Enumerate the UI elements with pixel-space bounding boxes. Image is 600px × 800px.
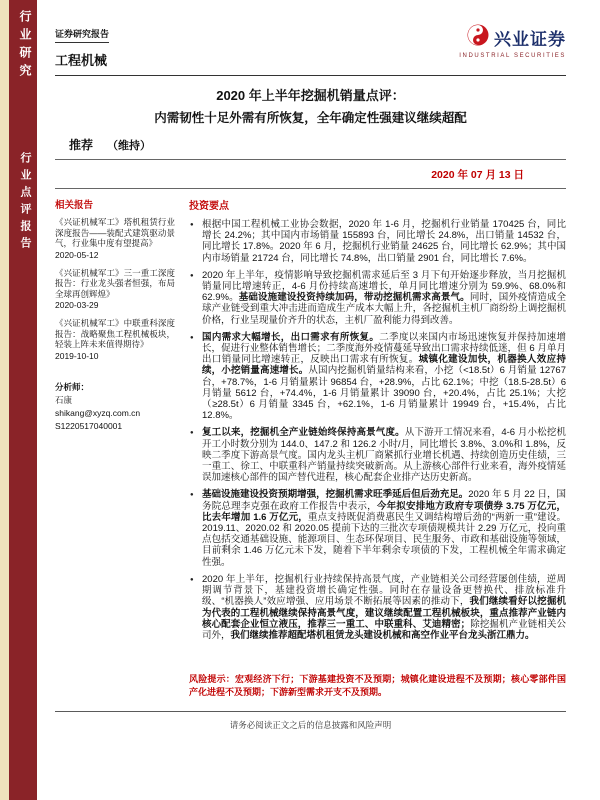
bullet-text-segment: 我们继续推荐超配塔机租赁龙头建设机械和高空作业平台龙头浙江鼎力。 bbox=[230, 629, 535, 641]
bullet-text-segment: 从国内挖掘机销量结构来看，小挖（<18.5t）6 月销量 12767 台，+78.7%，1-6 月销量累计 96854 台，+28.9%，占比 62.1%；中挖（18.5-28.5t）6 月销量 5612 台，+74.4%，1-6 月销量累计 39090 台，+20.4%，占比 25.1%；大挖（≥28.5t）6 月销量 3345 台，+62.1%，1-6 月销量累计 19949 台，+15.4%，占比 12.8%。 bbox=[202, 365, 566, 422]
report-title-line1: 2020 年上半年挖掘机销量点评： bbox=[216, 88, 405, 103]
analyst-label: 分析师： bbox=[55, 381, 90, 392]
report-header bbox=[55, 24, 566, 69]
rating-row bbox=[55, 136, 566, 153]
analyst-email: shikang@xyzq.com.cn bbox=[55, 407, 141, 418]
report-content bbox=[37, 0, 600, 800]
bullet-text-segment: 2020 年上半年，挖掘机行业持续保持高景气度，产业链相关公司经营屡创佳绩，逆周期调节背景下，基建投资增长确定性强。同时在存量设备更替换代、排放标准升级、“机器换人”效应增强、应用场景不断拓展等因素的推动下， bbox=[202, 573, 566, 608]
sidebar-report-type-label: 行业点评报告 bbox=[19, 152, 31, 254]
bullet-text-segment: 我们继续看好以挖掘机为代表的工程机械继续保持高景气度，建议继续配置工程机械板块，重点推荐产业链内核心配套企业恒立液压，推荐三一重工、中联重科、艾迪精密； bbox=[202, 596, 566, 630]
highlight-bullet bbox=[189, 427, 566, 483]
date-row bbox=[55, 165, 566, 183]
header-left bbox=[55, 24, 109, 69]
related-report-date: 2019-10-10 bbox=[55, 350, 99, 361]
related-report-date: 2020-03-29 bbox=[55, 300, 99, 310]
brand-name: 兴业证券 bbox=[494, 30, 566, 49]
body-columns bbox=[55, 197, 566, 647]
related-report bbox=[55, 318, 175, 361]
related-report-date: 2020-05-12 bbox=[55, 249, 99, 260]
highlight-bullet bbox=[189, 574, 566, 641]
sidebar-category-label: 行业研究 bbox=[18, 10, 32, 82]
bullet-text-segment: 城镇化建设加快，机器换人效应持续，小挖销量高速增长。 bbox=[202, 354, 566, 377]
bullet-text-segment: 从下游开工情况来看，4-6 月小松挖机开工小时数分别为 144.0、147.2 和 126.2 小时/月，同比增长 3.8%、3.0%和 1.8%，反映二季度下游高景气度。国内龙头主机厂商紧抓行业增长机遇、持续创造历史佳绩，三一重工、徐工、中联重科产销量持续突破新高。从上游核心部件行业来看，海外疫情延误加速核心部件的国产替代进程，核心配套企业排产达历史新高。 bbox=[202, 427, 566, 484]
report-date: 2020 年 07 月 13 日 bbox=[431, 169, 524, 181]
related-reports-list bbox=[55, 217, 175, 361]
risk-warning: 风险提示：宏观经济下行；下游基建投资不及预期；城镇化建设进程不及预期；核心零部件国产化进程不及预期；下游新型需求开支不及预期。 bbox=[189, 674, 566, 698]
bullet-text-segment: 2020 年上半年，疫情影响导致挖掘机需求延后至 3 月下旬开始逐步释放，当月挖掘机销量同比增速转正，4-6 月份持续高速增长，单月同比增速分别为 59.9%、68.0%和 62.9%。 bbox=[202, 269, 566, 304]
highlight-bullet bbox=[189, 489, 566, 567]
bullet-text-segment: 同时，国外疫情造成全球产业链受到重大冲击进而造成生产成本大幅上升，各挖掘机主机厂商纷纷上调挖掘机价格，行业呈现量价齐升的状态，主机厂盈利能力得到改善。 bbox=[202, 292, 566, 326]
related-report-title: 《兴证机械军工》塔机租赁行业深度报告——装配式建筑驱动景气，行业集中度有望提高》 bbox=[55, 217, 175, 248]
footer-disclaimer: 请务必阅读正文之后的信息披露和风险声明 bbox=[229, 720, 392, 731]
related-report bbox=[55, 268, 175, 311]
related-report-title: 《兴证机械军工》三一重工深度报告：行业龙头强者恒强，布局全球再创辉煌》 bbox=[55, 267, 175, 299]
analyst-block bbox=[55, 381, 175, 433]
bullet-text-segment: 根据中国工程机械工业协会数据，2020 年 1-6 月，挖掘机行业销量 170425 台，同比增长 24.2%；其中国内市场销量 155893 台，同比增长 24.8%，出口销量 14532 台，同比增长 17.8%。2020 年 6 月，挖掘机行业销量 24625 台，同比增长 62.9%；其中国内市场销量 21724 台，同比增长 74.8%，出口销量 2901 台，同比增长 7.6%。 bbox=[202, 219, 566, 264]
brand-block bbox=[459, 24, 566, 59]
bullet-text-segment: 国内需求大幅增长，出口需求有所恢复。 bbox=[202, 331, 380, 343]
bullet-text-segment: 基础设施建设投资预期增强，挖掘机需求旺季延后但后劲充足。 bbox=[202, 489, 469, 501]
highlight-bullet bbox=[189, 270, 566, 326]
related-reports-title: 相关报告 bbox=[55, 200, 94, 211]
bullet-text-segment: 今年拟安排地方政府专项债券 3.75 万亿元，比去年增加 1.6 万亿元， bbox=[202, 500, 566, 523]
highlights-list bbox=[189, 219, 566, 641]
related-report bbox=[55, 217, 175, 260]
analyst-name: 石康 bbox=[55, 394, 73, 405]
title-block bbox=[55, 85, 566, 126]
brand-subtitle: INDUSTRIAL SECURITIES bbox=[459, 53, 566, 59]
analyst-id: S1220517040001 bbox=[55, 420, 123, 431]
bullet-text-segment: 复工以来，挖掘机全产业链始终保持高景气度。 bbox=[202, 427, 405, 439]
report-title-line2: 内需韧性十足外需有所恢复，全年确定性强建议继续超配 bbox=[154, 111, 467, 125]
bullet-text-segment: 2020 年 5 月 22 日，国务院总理李克强在政府工作报告中表示， bbox=[202, 489, 566, 512]
related-report-title: 《兴证机械军工》中联重科深度报告：战略聚焦工程机械板块，轻装上阵未来值得期待》 bbox=[55, 318, 175, 349]
date-divider bbox=[55, 188, 566, 189]
highlight-bullet bbox=[189, 219, 566, 264]
bullet-text-segment: 基础设施建设投资持续加码，带动挖掘机需求高景气。 bbox=[238, 292, 470, 304]
highlight-bullet bbox=[189, 332, 566, 422]
page-edge-strip bbox=[0, 0, 9, 800]
industry-label: 工程机械 bbox=[55, 53, 108, 68]
rating-label: 推荐 bbox=[69, 138, 94, 152]
highlights-title: 投资要点 bbox=[189, 201, 229, 212]
sidebar bbox=[9, 0, 37, 800]
rating-divider bbox=[55, 159, 566, 160]
report-type-label: 证券研究报告 bbox=[55, 27, 109, 43]
brand-logo-icon bbox=[467, 24, 489, 51]
header-divider bbox=[55, 75, 566, 76]
related-reports-column bbox=[55, 197, 175, 647]
bullet-text-segment: 二季度以来国内市场迅速恢复并保持加速增长，促进行业整体销售增长；二季度海外疫情蔓延导致出口需求持续低迷，但 6 月单月出口销量同比增速转正，反映出口需求有所恢复。 bbox=[202, 331, 566, 366]
bullet-text-segment: 重点支持既促消费惠民生又调结构增后劲的“两新一重”建设。2019.11、2020.02 和 2020.05 提前下达的三批次专项债规模共计 2.29 万亿元，投向重点包括交通基础设施、能源项目、生态环保项目、民生服务、市政和基础设施等领域，目前剩余 1.46 万亿元未下发，随着下半年剩余专项债的下发，工程机械全年需求确定性强。 bbox=[202, 511, 566, 568]
bullet-text-segment: 除挖掘机产业链相关公司外， bbox=[202, 618, 566, 641]
rating-status: （维持） bbox=[107, 140, 152, 152]
footer-divider bbox=[55, 711, 566, 712]
highlights-column bbox=[189, 197, 566, 647]
